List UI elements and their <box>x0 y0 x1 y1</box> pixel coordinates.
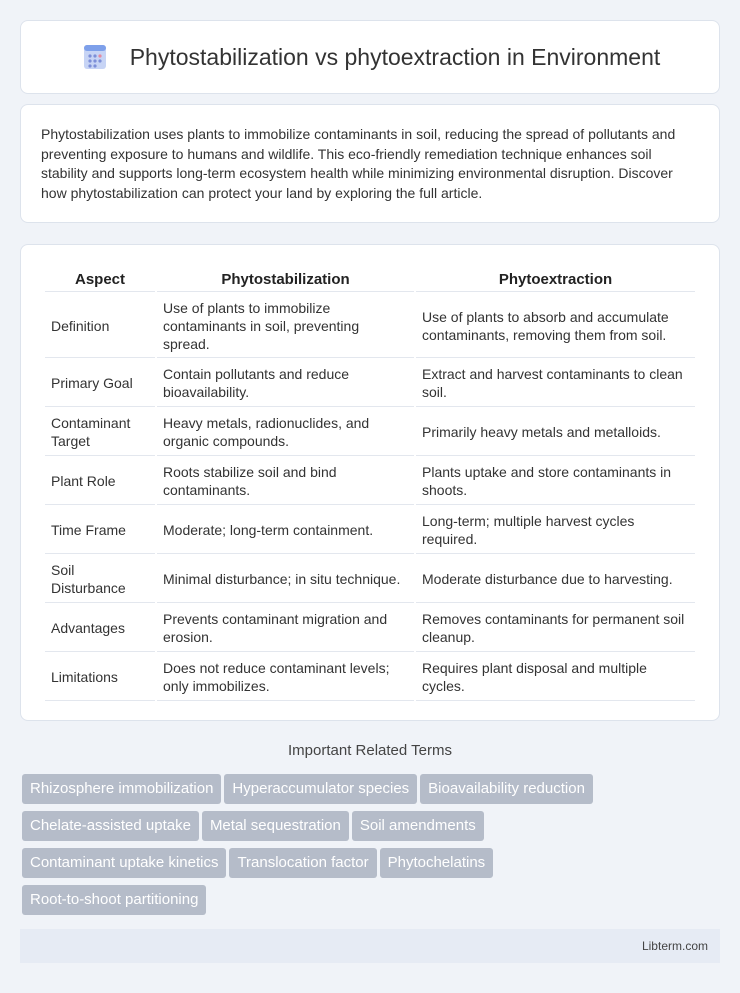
row-phytoextraction: Long-term; multiple harvest cycles required. <box>416 507 695 554</box>
related-term-tag[interactable]: Translocation factor <box>229 848 376 878</box>
row-aspect: Soil Disturbance <box>45 556 155 603</box>
comparison-card <box>20 244 720 721</box>
table-row <box>45 507 695 554</box>
row-phytostabilization: Roots stabilize soil and bind contaminants. <box>157 458 414 505</box>
row-phytoextraction: Requires plant disposal and multiple cycles. <box>416 654 695 701</box>
row-phytoextraction: Plants uptake and store contaminants in shoots. <box>416 458 695 505</box>
related-term-tag[interactable]: Contaminant uptake kinetics <box>22 848 226 878</box>
row-aspect: Time Frame <box>45 507 155 554</box>
row-phytoextraction: Removes contaminants for permanent soil cleanup. <box>416 605 695 652</box>
page-title: Phytostabilization vs phytoextraction in Environment <box>129 43 661 70</box>
row-aspect: Advantages <box>45 605 155 652</box>
row-phytostabilization: Minimal disturbance; in situ technique. <box>157 556 414 603</box>
related-terms-title: Important Related Terms <box>288 742 452 759</box>
row-phytoextraction: Extract and harvest contaminants to clean soil. <box>416 360 695 407</box>
row-phytostabilization: Contain pollutants and reduce bioavailability. <box>157 360 414 407</box>
related-terms-list <box>22 774 722 922</box>
footer <box>20 929 720 963</box>
header-phytoextraction: Phytoextraction <box>416 267 695 292</box>
table-header-row <box>45 267 695 292</box>
intro-text: Phytostabilization uses plants to immobilize contaminants in soil, reducing the spread of pollutants and preventing exposure to humans and wildlife. This eco-friendly remediation technique enhances soil stability and supports long-term ecosystem health while minimizing environmental disruption. Discover how phytostabilization can protect your land by exploring the full article. <box>41 126 676 201</box>
related-term-tag[interactable]: Bioavailability reduction <box>420 774 593 804</box>
footer-site-link[interactable]: Libterm.com <box>641 939 708 953</box>
row-phytoextraction: Primarily heavy metals and metalloids. <box>416 409 695 456</box>
row-phytostabilization: Heavy metals, radionuclides, and organic compounds. <box>157 409 414 456</box>
row-aspect: Definition <box>45 294 155 358</box>
table-row <box>45 556 695 603</box>
row-aspect: Plant Role <box>45 458 155 505</box>
header-aspect: Aspect <box>45 267 155 292</box>
row-phytostabilization: Prevents contaminant migration and erosion. <box>157 605 414 652</box>
comparison-table <box>43 265 697 703</box>
related-term-tag[interactable]: Soil amendments <box>352 811 484 841</box>
document-grid-icon <box>80 42 110 72</box>
related-term-tag[interactable]: Root-to-shoot partitioning <box>22 885 206 915</box>
table-row <box>45 409 695 456</box>
related-term-tag[interactable]: Hyperaccumulator species <box>224 774 417 804</box>
table-row <box>45 605 695 652</box>
header-phytostabilization: Phytostabilization <box>157 267 414 292</box>
header-card <box>20 20 720 94</box>
row-phytoextraction: Use of plants to absorb and accumulate contaminants, removing them from soil. <box>416 294 695 358</box>
row-phytostabilization: Does not reduce contaminant levels; only immobilizes. <box>157 654 414 701</box>
related-term-tag[interactable]: Rhizosphere immobilization <box>22 774 221 804</box>
row-phytostabilization: Use of plants to immobilize contaminants in soil, preventing spread. <box>157 294 414 358</box>
table-row <box>45 360 695 407</box>
table-row <box>45 294 695 358</box>
table-row <box>45 654 695 701</box>
intro-card <box>20 104 720 223</box>
related-term-tag[interactable]: Phytochelatins <box>380 848 494 878</box>
row-phytostabilization: Moderate; long-term containment. <box>157 507 414 554</box>
related-term-tag[interactable]: Chelate-assisted uptake <box>22 811 199 841</box>
row-aspect: Limitations <box>45 654 155 701</box>
row-phytoextraction: Moderate disturbance due to harvesting. <box>416 556 695 603</box>
related-term-tag[interactable]: Metal sequestration <box>202 811 349 841</box>
row-aspect: Primary Goal <box>45 360 155 407</box>
table-row <box>45 458 695 505</box>
row-aspect: Contaminant Target <box>45 409 155 456</box>
